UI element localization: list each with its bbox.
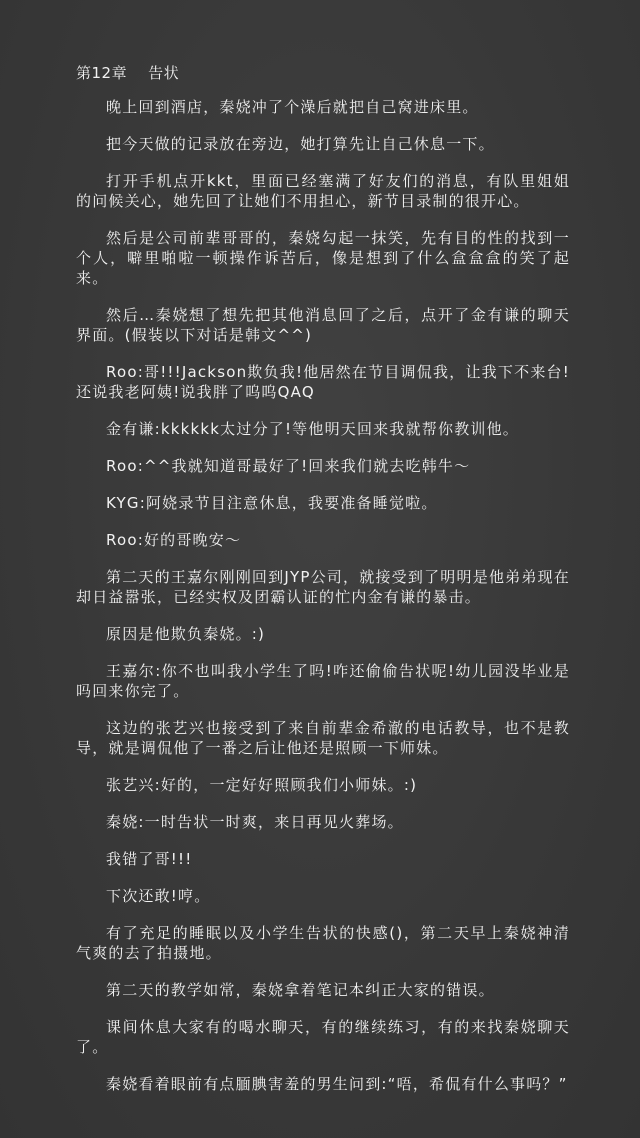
chat-message: Roo:^^我就知道哥最好了!回来我们就去吃韩牛～ [106, 457, 471, 475]
chat-message: 金有谦:kkkkkk太过分了!等他明天回来我就帮你教训他。 [106, 420, 519, 438]
chat-message: Roo:好的哥晚安～ [106, 531, 242, 549]
paragraph: 秦娆看着眼前有点腼腆害羞的男生问到:“唔，希侃有什么事吗？” [106, 1075, 568, 1093]
paragraph: 打开手机点开kkt，里面已经塞满了好友们的消息，有队里姐姐的问候关心，她先回了让她们不用担心，新节目录制的很开心。 [76, 172, 570, 210]
paragraph: 把今天做的记录放在旁边，她打算先让自己休息一下。 [106, 135, 495, 153]
paragraph: 有了充足的睡眠以及小学生告状的快感()，第二天早上秦娆神清气爽的去了拍摄地。 [76, 924, 570, 962]
chat-message: KYG:阿娆录节目注意休息，我要准备睡觉啦。 [106, 494, 438, 512]
paragraph: 第二天的王嘉尔刚刚回到JYP公司，就接受到了明明是他弟弟现在却日益嚣张，已经实权及团霸认证的忙内金有谦的暴击。 [76, 568, 570, 606]
paragraph: 然后…秦娆想了想先把其他消息回了之后，点开了金有谦的聊天界面。(假装以下对话是韩文^^) [76, 306, 570, 344]
chat-message: 秦娆:一时告状一时爽，来日再见火葬场。 [106, 813, 404, 831]
paragraph: 然后是公司前辈哥哥的，秦娆勾起一抹笑，先有目的性的找到一个人，噼里啪啦一顿操作诉苦后，像是想到了什么盒盒盒的笑了起来。 [76, 229, 570, 287]
chapter-title: 第12章 告状 [76, 64, 180, 82]
chat-message: 张艺兴:好的，一定好好照顾我们小师妹。:) [106, 776, 418, 794]
paragraph: 原因是他欺负秦娆。:) [106, 625, 266, 643]
paragraph: 课间休息大家有的喝水聊天，有的继续练习，有的来找秦娆聊天了。 [76, 1018, 570, 1056]
paragraph: 第二天的教学如常，秦娆拿着笔记本纠正大家的错误。 [106, 981, 495, 999]
paragraph: 这边的张艺兴也接受到了来自前辈金希澈的电话教导，也不是教导，就是调侃他了一番之后让他还是照顾一下师妹。 [76, 719, 570, 757]
chat-message: 王嘉尔:你不也叫我小学生了吗!咋还偷偷告状呢!幼儿园没毕业是吗回来你完了。 [76, 662, 570, 700]
paragraph: 晚上回到酒店，秦娆冲了个澡后就把自己窝进床里。 [106, 98, 479, 116]
chat-message: 我错了哥!!! [106, 850, 193, 868]
chat-message: 下次还敢!哼。 [106, 887, 211, 905]
chat-message: Roo:哥!!!Jackson欺负我!他居然在节目调侃我，让我下不来台!还说我老阿姨!说我胖了呜呜QAQ [76, 363, 570, 401]
